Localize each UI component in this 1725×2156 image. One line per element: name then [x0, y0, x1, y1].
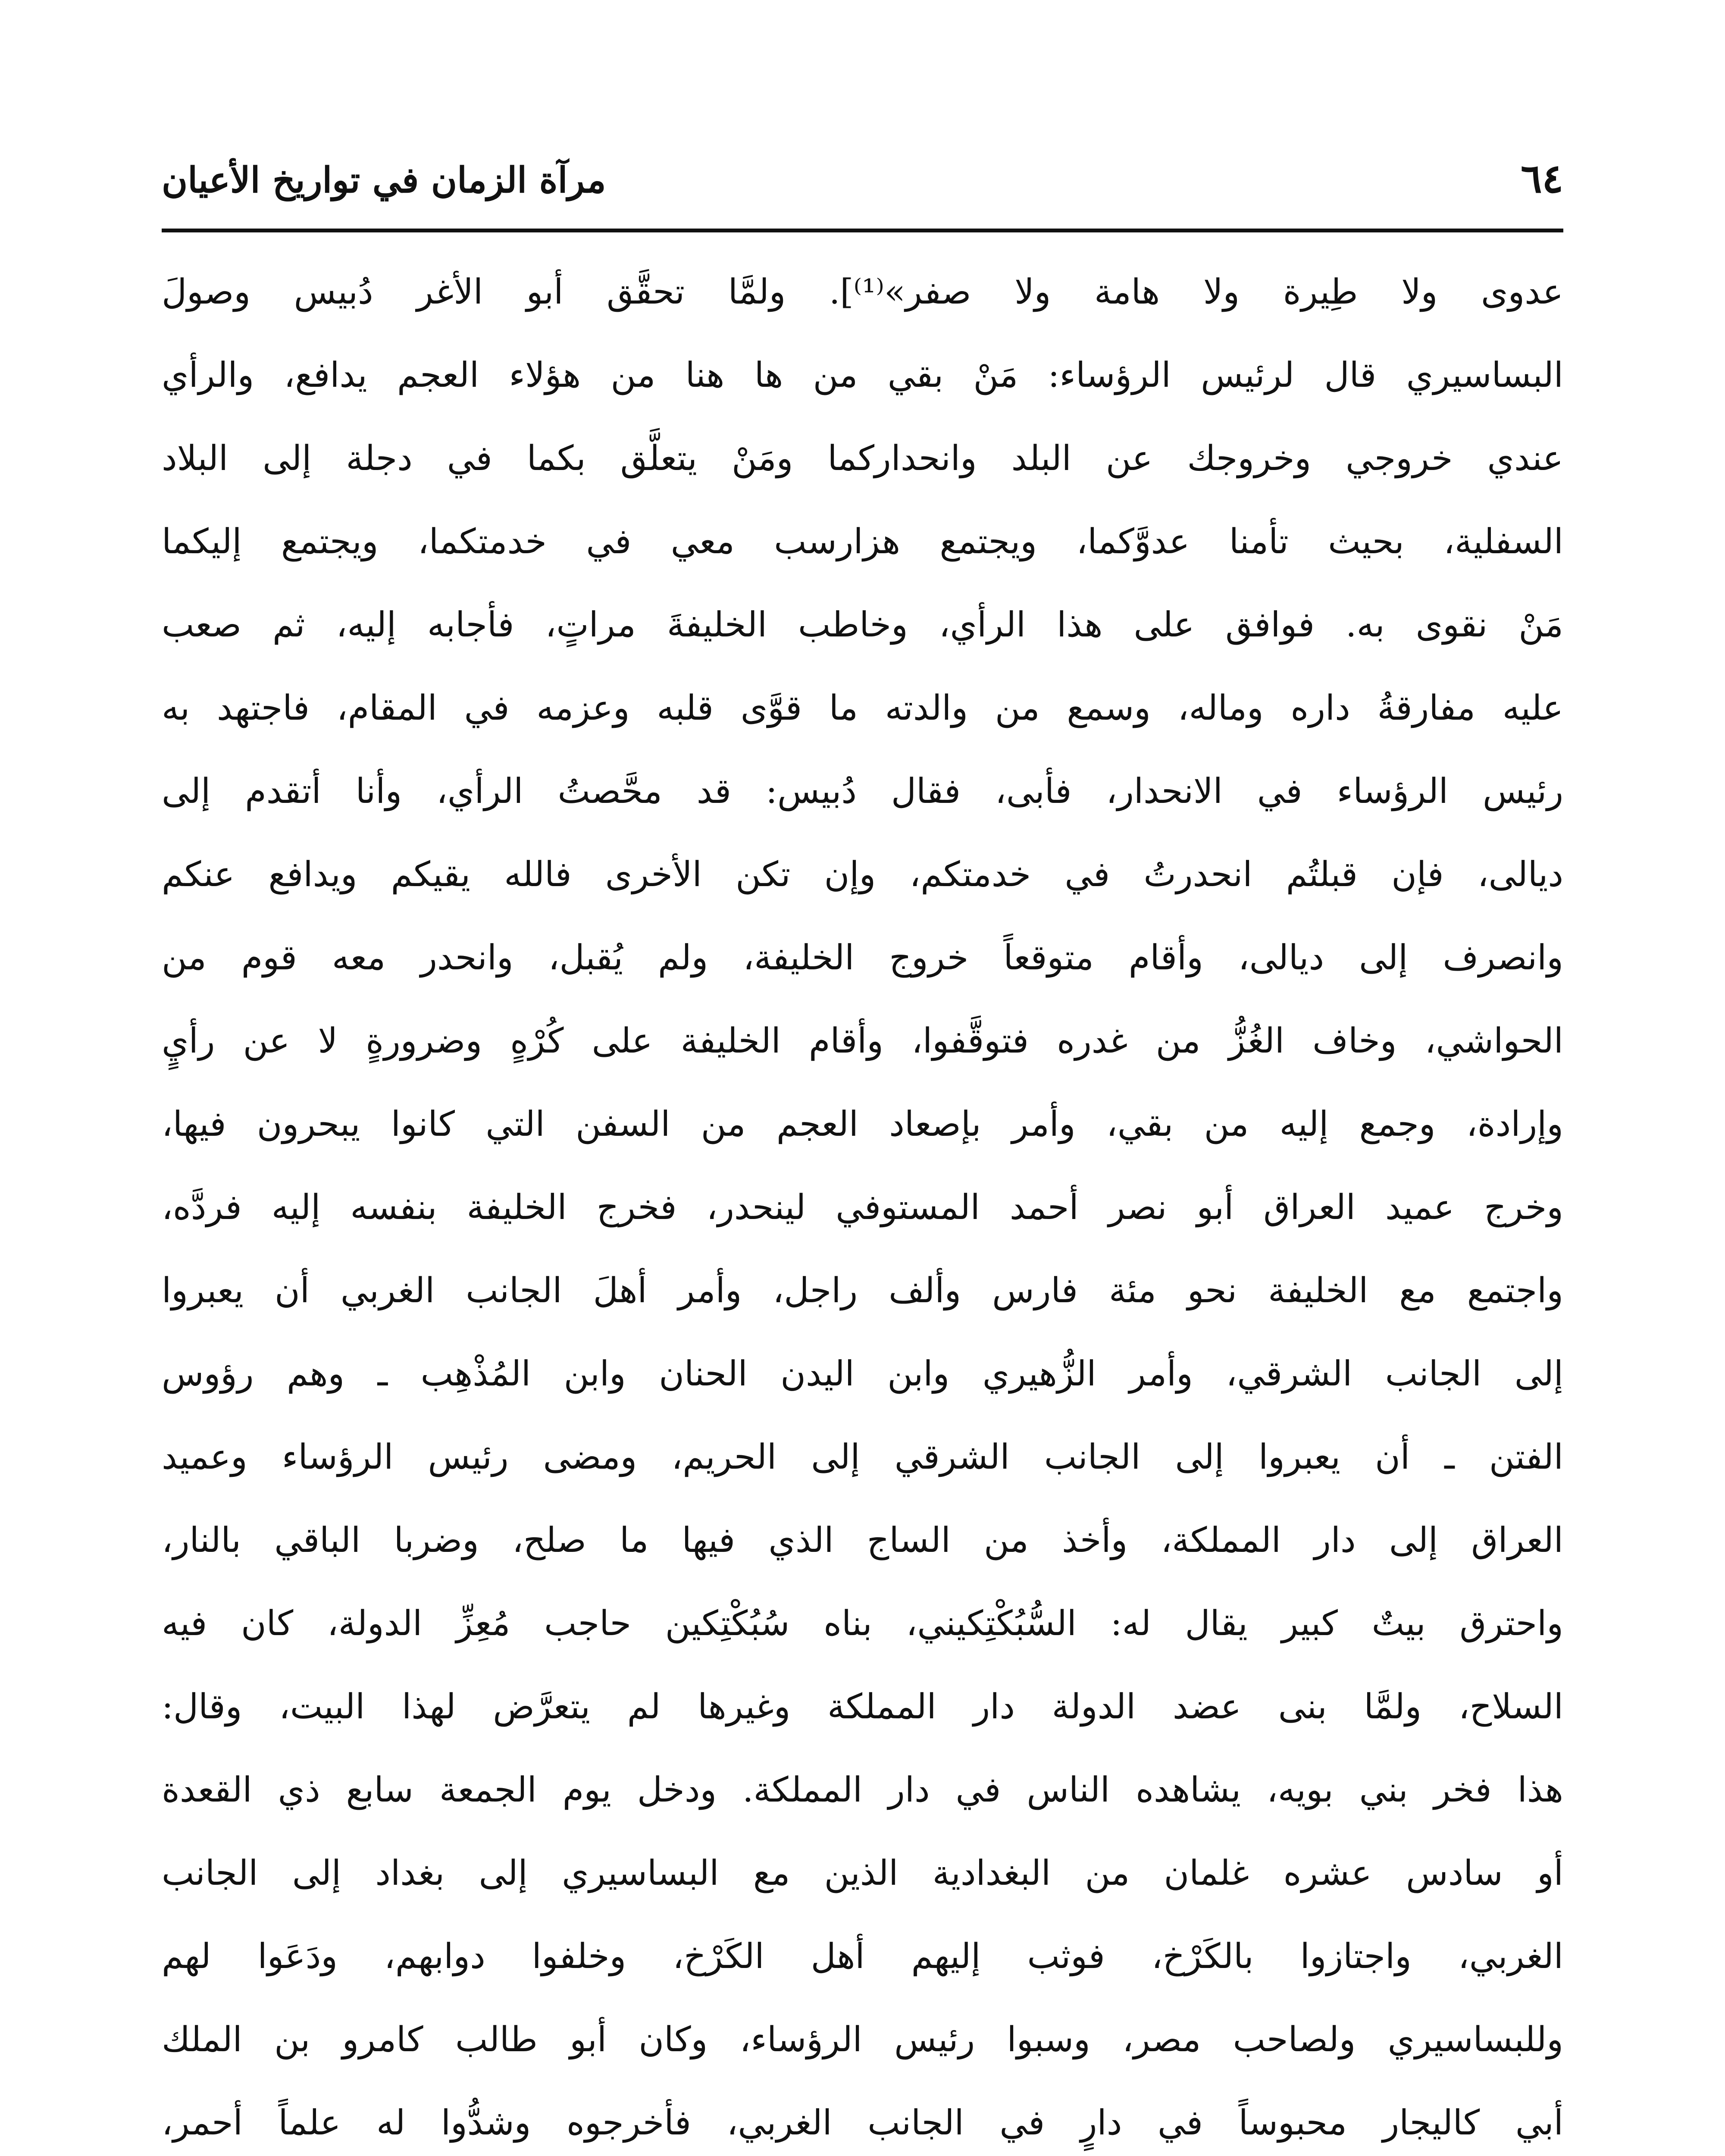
text-line: السلاح، ولمَّا بنى عضد الدولة دار المملكة وغيرها لم يتعرَّض لهذا البيت، وقال:: [162, 1686, 1563, 1727]
text-line: أو سادس عشره غلمان من البغدادية الذين مع البساسيري إلى بغداد إلى الجانب: [162, 1853, 1563, 1893]
text-line: السفلية، بحيث تأمنا عدوَّكما، ويجتمع هزارسب معي في خدمتكما، ويجتمع إليكما: [162, 521, 1563, 561]
text-line: ديالى، فإن قبلتُم انحدرتُ في خدمتكم، وإن تكن الأخرى فالله يقيكم ويدافع عنكم: [162, 854, 1563, 894]
page-number: ٦٤: [1521, 155, 1563, 202]
header-divider: [162, 229, 1563, 232]
text-line: العراق إلى دار المملكة، وأخذ من الساج الذي فيها ما صلح، وضربا الباقي بالنار،: [162, 1520, 1563, 1560]
text-line: البساسيري قال لرئيس الرؤساء: مَنْ بقي من ها هنا من هؤلاء العجم يدافع، والرأي: [162, 355, 1563, 395]
text-line: الفتن ـ أن يعبروا إلى الجانب الشرقي إلى الحريم، ومضى رئيس الرؤساء وعميد: [162, 1437, 1563, 1477]
text-line: واجتمع مع الخليفة نحو مئة فارس وألف راجل، وأمر أهلَ الجانب الغربي أن يعبروا: [162, 1270, 1563, 1310]
body-text: [162, 250, 1563, 2156]
text-line: الحواشي، وخاف الغُزُّ من غدره فتوقَّفوا، وأقام الخليفة على كُرْهٍ وضرورةٍ لا عن رأيٍ: [162, 1021, 1563, 1061]
text-line: وإرادة، وجمع إليه من بقي، وأمر بإصعاد العجم من السفن التي كانوا يبحرون فيها،: [162, 1104, 1563, 1144]
text-line: عدوى ولا طِيرة ولا هامة ولا صفر»⁽¹⁾]. ولمَّا تحقَّق أبو الأغر دُبيس وصولَ: [162, 272, 1563, 312]
text-line: واحترق بيتٌ كبير يقال له: السُّبُكْتِكيني، بناه سُبُكْتِكين حاجب مُعِزِّ الدولة، كان فيه: [162, 1603, 1563, 1643]
text-line: مَنْ نقوى به. فوافق على هذا الرأي، وخاطب الخليفةَ مراتٍ، فأجابه إليه، ثم صعب: [162, 605, 1563, 645]
text-line: وللبساسيري ولصاحب مصر، وسبوا رئيس الرؤساء، وكان أبو طالب كامرو بن الملك: [162, 2019, 1563, 2059]
text-line: عليه مفارقةُ داره وماله، وسمع من والدته ما قوَّى قلبه وعزمه في المقام، فاجتهد به: [162, 688, 1563, 728]
text-line: عندي خروجي وخروجك عن البلد وانحداركما ومَنْ يتعلَّق بكما في دجلة إلى البلاد: [162, 438, 1563, 478]
running-title: مرآة الزمان في تواريخ الأعيان: [162, 160, 606, 201]
text-line: إلى الجانب الشرقي، وأمر الزُّهيري وابن اليدن الحنان وابن المُذْهِب ـ وهم رؤوس: [162, 1354, 1563, 1394]
text-line: أبي كاليجار محبوساً في دارٍ في الجانب الغربي، فأخرجوه وشدُّوا له علماً أحمر،: [162, 2103, 1563, 2143]
text-line: رئيس الرؤساء في الانحدار، فأبى، فقال دُبيس: قد محَّصتُ الرأي، وأنا أتقدم إلى: [162, 771, 1563, 811]
page-header: [162, 151, 1563, 207]
text-line: وانصرف إلى ديالى، وأقام متوقعاً خروج الخليفة، ولم يُقبل، وانحدر معه قوم من: [162, 937, 1563, 978]
text-line: وخرج عميد العراق أبو نصر أحمد المستوفي لينحدر، فخرج الخليفة بنفسه إليه فردَّه،: [162, 1187, 1563, 1227]
text-line: الغربي، واجتازوا بالكَرْخ، فوثب إليهم أهل الكَرْخ، وخلفوا دوابهم، ودَعَوا لهم: [162, 1936, 1563, 1976]
text-line: هذا فخر بني بويه، يشاهده الناس في دار المملكة. ودخل يوم الجمعة سابع ذي القعدة: [162, 1770, 1563, 1810]
